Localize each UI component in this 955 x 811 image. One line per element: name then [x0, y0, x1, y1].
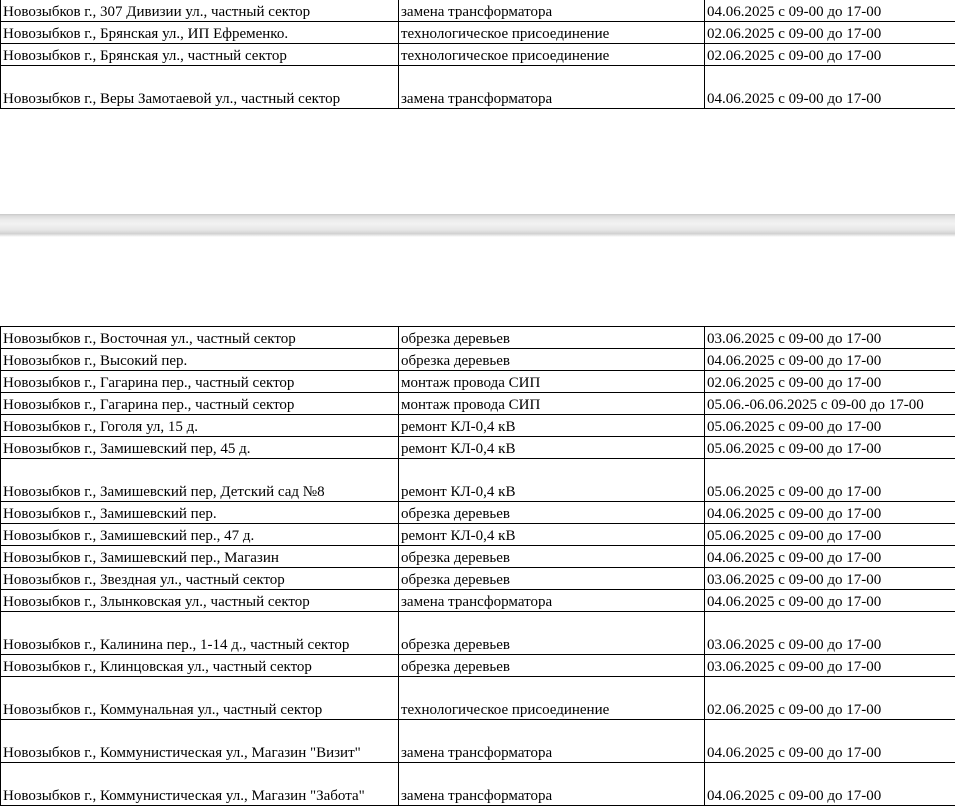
work-type-cell: обрезка деревьев	[399, 502, 705, 524]
work-type-cell: замена трансформатора	[399, 590, 705, 612]
date-cell: 04.06.2025 с 09-00 до 17-00	[705, 763, 955, 806]
work-type-cell: монтаж провода СИП	[399, 393, 705, 415]
address-cell: Новозыбков г., Восточная ул., частный сектор	[1, 327, 399, 349]
table-row	[1, 371, 955, 393]
document-page-bottom	[0, 234, 955, 811]
address-cell: Новозыбков г., Клинцовская ул., частный сектор	[1, 655, 399, 677]
page-break	[0, 214, 955, 234]
table-row	[1, 349, 955, 371]
address-cell: Новозыбков г., Замишевский пер, 45 д.	[1, 437, 399, 459]
address-cell: Новозыбков г., Высокий пер.	[1, 349, 399, 371]
address-cell: Новозыбков г., Замишевский пер., Магазин	[1, 546, 399, 568]
table-row	[1, 502, 955, 524]
address-cell: Новозыбков г., Гагарина пер., частный сектор	[1, 393, 399, 415]
table-row	[1, 546, 955, 568]
date-cell: 05.06.2025 с 09-00 до 17-00	[705, 524, 955, 546]
date-cell: 04.06.2025 с 09-00 до 17-00	[705, 0, 955, 22]
table-row	[1, 612, 955, 655]
date-cell: 05.06.2025 с 09-00 до 17-00	[705, 415, 955, 437]
work-type-cell: обрезка деревьев	[399, 327, 705, 349]
date-cell: 02.06.2025 с 09-00 до 17-00	[705, 677, 955, 720]
work-type-cell: обрезка деревьев	[399, 655, 705, 677]
table-row	[1, 437, 955, 459]
address-cell: Новозыбков г., Веры Замотаевой ул., частный сектор	[1, 66, 399, 109]
address-cell: Новозыбков г., Замишевский пер.	[1, 502, 399, 524]
work-type-cell: обрезка деревьев	[399, 546, 705, 568]
table-row	[1, 44, 955, 66]
outage-table-bottom	[0, 326, 955, 806]
table-row	[1, 655, 955, 677]
table-row	[1, 415, 955, 437]
table-row	[1, 66, 955, 109]
date-cell: 02.06.2025 с 09-00 до 17-00	[705, 44, 955, 66]
date-cell: 05.06.2025 с 09-00 до 17-00	[705, 459, 955, 502]
address-cell: Новозыбков г., Коммунистическая ул., Магазин "Визит"	[1, 720, 399, 763]
address-cell: Новозыбков г., Брянская ул., частный сектор	[1, 44, 399, 66]
work-type-cell: замена трансформатора	[399, 720, 705, 763]
work-type-cell: технологическое присоединение	[399, 677, 705, 720]
address-cell: Новозыбков г., Замишевский пер, Детский сад №8	[1, 459, 399, 502]
document-page-top	[0, 0, 955, 214]
date-cell: 02.06.2025 с 09-00 до 17-00	[705, 371, 955, 393]
work-type-cell: обрезка деревьев	[399, 349, 705, 371]
work-type-cell: обрезка деревьев	[399, 612, 705, 655]
outage-table-bottom-body	[1, 327, 955, 806]
address-cell: Новозыбков г., Гагарина пер., частный сектор	[1, 371, 399, 393]
date-cell: 03.06.2025 с 09-00 до 17-00	[705, 568, 955, 590]
work-type-cell: ремонт КЛ-0,4 кВ	[399, 524, 705, 546]
table-row	[1, 763, 955, 806]
work-type-cell: монтаж провода СИП	[399, 371, 705, 393]
date-cell: 03.06.2025 с 09-00 до 17-00	[705, 655, 955, 677]
address-cell: Новозыбков г., Коммунистическая ул., Магазин "Забота"	[1, 763, 399, 806]
outage-table-top-body	[1, 0, 955, 109]
table-row	[1, 459, 955, 502]
table-row	[1, 22, 955, 44]
address-cell: Новозыбков г., 307 Дивизии ул., частный сектор	[1, 0, 399, 22]
work-type-cell: ремонт КЛ-0,4 кВ	[399, 459, 705, 502]
date-cell: 03.06.2025 с 09-00 до 17-00	[705, 612, 955, 655]
table-row	[1, 568, 955, 590]
address-cell: Новозыбков г., Злынковская ул., частный сектор	[1, 590, 399, 612]
work-type-cell: ремонт КЛ-0,4 кВ	[399, 415, 705, 437]
table-row	[1, 524, 955, 546]
address-cell: Новозыбков г., Звездная ул., частный сектор	[1, 568, 399, 590]
address-cell: Новозыбков г., Коммунальная ул., частный сектор	[1, 677, 399, 720]
table-row	[1, 0, 955, 22]
date-cell: 04.06.2025 с 09-00 до 17-00	[705, 720, 955, 763]
date-cell: 05.06.2025 с 09-00 до 17-00	[705, 437, 955, 459]
work-type-cell: ремонт КЛ-0,4 кВ	[399, 437, 705, 459]
table-row	[1, 720, 955, 763]
table-row	[1, 327, 955, 349]
table-row	[1, 590, 955, 612]
work-type-cell: технологическое присоединение	[399, 44, 705, 66]
outage-table-top	[0, 0, 955, 109]
work-type-cell: замена трансформатора	[399, 763, 705, 806]
address-cell: Новозыбков г., Замишевский пер., 47 д.	[1, 524, 399, 546]
date-cell: 04.06.2025 с 09-00 до 17-00	[705, 502, 955, 524]
date-cell: 04.06.2025 с 09-00 до 17-00	[705, 66, 955, 109]
date-cell: 04.06.2025 с 09-00 до 17-00	[705, 349, 955, 371]
date-cell: 04.06.2025 с 09-00 до 17-00	[705, 546, 955, 568]
table-row	[1, 677, 955, 720]
work-type-cell: замена трансформатора	[399, 66, 705, 109]
date-cell: 02.06.2025 с 09-00 до 17-00	[705, 22, 955, 44]
address-cell: Новозыбков г., Гоголя ул, 15 д.	[1, 415, 399, 437]
date-cell: 05.06.-06.06.2025 с 09-00 до 17-00	[705, 393, 955, 415]
address-cell: Новозыбков г., Калинина пер., 1-14 д., частный сектор	[1, 612, 399, 655]
date-cell: 04.06.2025 с 09-00 до 17-00	[705, 590, 955, 612]
table-row	[1, 393, 955, 415]
work-type-cell: замена трансформатора	[399, 0, 705, 22]
work-type-cell: обрезка деревьев	[399, 568, 705, 590]
date-cell: 03.06.2025 с 09-00 до 17-00	[705, 327, 955, 349]
address-cell: Новозыбков г., Брянская ул., ИП Ефременко.	[1, 22, 399, 44]
work-type-cell: технологическое присоединение	[399, 22, 705, 44]
